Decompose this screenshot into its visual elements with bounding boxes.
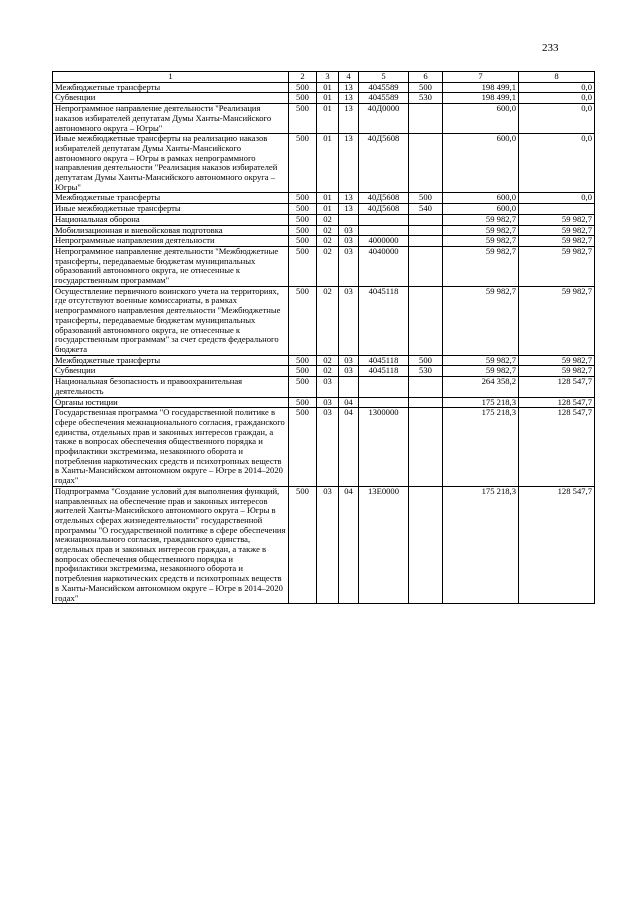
cell-amount-2: 128 547,7 [519, 408, 595, 487]
cell-expense-type: 530 [409, 93, 443, 104]
cell-expense-type [409, 104, 443, 134]
cell-amount-2 [519, 204, 595, 215]
table-row [53, 286, 595, 355]
table-row [53, 355, 595, 366]
table-row [53, 236, 595, 247]
cell-expense-type [409, 236, 443, 247]
cell-section: 02 [317, 286, 339, 355]
cell-amount-1: 198 499,1 [443, 82, 519, 93]
cell-expense-type: 500 [409, 193, 443, 204]
row-name-cell: Иные межбюджетные трансферты на реализацию наказов избирателей депутатам Думы Ханты-Мансийского автономного округа – Югры в рамках непрограммного направления деятельности "Реализация наказов избирателей депутатам Думы Ханты-Мансийского автономного округа – Югры" [53, 134, 289, 193]
cell-code: 500 [289, 366, 317, 377]
cell-code: 500 [289, 93, 317, 104]
cell-amount-1: 175 218,3 [443, 408, 519, 487]
cell-target [359, 225, 409, 236]
cell-amount-2: 0,0 [519, 82, 595, 93]
cell-code: 500 [289, 397, 317, 408]
row-name-cell: Непрограммные направления деятельности [53, 236, 289, 247]
cell-target: 4045589 [359, 82, 409, 93]
table-row [53, 486, 595, 603]
cell-expense-type: 540 [409, 204, 443, 215]
cell-code: 500 [289, 355, 317, 366]
cell-expense-type [409, 214, 443, 225]
cell-amount-1: 59 982,7 [443, 225, 519, 236]
cell-section: 02 [317, 366, 339, 377]
cell-expense-type [409, 377, 443, 397]
cell-amount-2: 59 982,7 [519, 225, 595, 236]
cell-section: 01 [317, 134, 339, 193]
cell-target [359, 397, 409, 408]
cell-section: 01 [317, 204, 339, 215]
cell-subsection [339, 377, 359, 397]
cell-subsection: 13 [339, 134, 359, 193]
column-header: 5 [359, 72, 409, 83]
cell-code: 500 [289, 236, 317, 247]
column-header: 2 [289, 72, 317, 83]
row-name-cell: Субвенции [53, 93, 289, 104]
table-row [53, 93, 595, 104]
table-row [53, 397, 595, 408]
cell-target: 40Д0000 [359, 104, 409, 134]
cell-amount-1: 59 982,7 [443, 246, 519, 286]
cell-amount-1: 600,0 [443, 104, 519, 134]
cell-subsection: 03 [339, 286, 359, 355]
cell-amount-2: 59 982,7 [519, 286, 595, 355]
cell-expense-type [409, 408, 443, 487]
cell-amount-2: 59 982,7 [519, 366, 595, 377]
row-name-cell: Межбюджетные трансферты [53, 193, 289, 204]
cell-target: 40Д5608 [359, 134, 409, 193]
table-row [53, 408, 595, 487]
column-header: 7 [443, 72, 519, 83]
cell-amount-2: 0,0 [519, 134, 595, 193]
cell-subsection: 03 [339, 355, 359, 366]
cell-amount-2: 128 547,7 [519, 377, 595, 397]
cell-amount-1: 175 218,3 [443, 397, 519, 408]
cell-target: 4040000 [359, 246, 409, 286]
table-row [53, 104, 595, 134]
cell-target: 40Д5608 [359, 193, 409, 204]
cell-code: 500 [289, 486, 317, 603]
row-name-cell: Межбюджетные трансферты [53, 355, 289, 366]
table-row [53, 366, 595, 377]
cell-amount-1: 59 982,7 [443, 355, 519, 366]
cell-subsection: 13 [339, 82, 359, 93]
row-name-cell: Органы юстиции [53, 397, 289, 408]
column-header: 3 [317, 72, 339, 83]
cell-subsection: 03 [339, 225, 359, 236]
cell-amount-2: 0,0 [519, 104, 595, 134]
cell-section: 02 [317, 236, 339, 247]
row-name-cell: Национальная безопасность и правоохранительная деятельность [53, 377, 289, 397]
cell-target [359, 214, 409, 225]
table-row [53, 193, 595, 204]
cell-section: 03 [317, 408, 339, 487]
cell-subsection: 13 [339, 204, 359, 215]
cell-amount-1: 175 218,3 [443, 486, 519, 603]
cell-amount-1: 59 982,7 [443, 286, 519, 355]
table-header-row [53, 72, 595, 83]
cell-section: 02 [317, 214, 339, 225]
row-name-cell: Субвенции [53, 366, 289, 377]
cell-amount-1: 264 358,2 [443, 377, 519, 397]
cell-target: 4000000 [359, 236, 409, 247]
cell-section: 03 [317, 377, 339, 397]
cell-subsection: 13 [339, 104, 359, 134]
row-name-cell: Мобилизационная и вневойсковая подготовка [53, 225, 289, 236]
cell-target: 4045118 [359, 355, 409, 366]
cell-expense-type [409, 397, 443, 408]
cell-subsection: 13 [339, 193, 359, 204]
cell-target: 40Д5608 [359, 204, 409, 215]
cell-expense-type [409, 246, 443, 286]
cell-subsection: 13 [339, 93, 359, 104]
cell-amount-1: 198 499,1 [443, 93, 519, 104]
cell-code: 500 [289, 377, 317, 397]
table-row [53, 246, 595, 286]
cell-code: 500 [289, 246, 317, 286]
cell-expense-type: 500 [409, 355, 443, 366]
cell-section: 03 [317, 486, 339, 603]
cell-amount-2: 128 547,7 [519, 486, 595, 603]
cell-target: 1300000 [359, 408, 409, 487]
cell-amount-2: 0,0 [519, 93, 595, 104]
cell-expense-type: 500 [409, 82, 443, 93]
cell-code: 500 [289, 225, 317, 236]
row-name-cell: Осуществление первичного воинского учета на территориях, где отсутствуют военные комиссариаты, в рамках непрограммного направления деятельности "Межбюджетные трансферты, передаваемые бюджетам муниципальных образований автономного округа, не отнесенные к государственным программам" за счет средств федерального бюджета [53, 286, 289, 355]
table-row [53, 204, 595, 215]
page-number: 233 [542, 42, 559, 54]
row-name-cell: Подпрограмма "Создание условий для выполнения функций, направленных на обеспечение прав и законных интересов жителей Ханты-Мансийского автономного округа – Югры в отдельных сферах жизнедеятельности" государственной программы "О государственной политике в сфере обеспечения межнационального согласия, гражданского единства, отдельных прав и законных интересов граждан, а также в вопросах обеспечения общественного порядка и профилактики экстремизма, незаконного оборота и потребления наркотических средств и психотропных веществ в Ханты-Мансийском автономном округе – Югре в 2014–2020 годах" [53, 486, 289, 603]
cell-section: 03 [317, 397, 339, 408]
cell-subsection: 04 [339, 408, 359, 487]
cell-subsection: 04 [339, 486, 359, 603]
cell-amount-1: 59 982,7 [443, 214, 519, 225]
cell-amount-1: 59 982,7 [443, 236, 519, 247]
row-name-cell: Государственная программа "О государственной политике в сфере обеспечения межнационального согласия, гражданского единства, отдельных прав и законных интересов граждан, а также в вопросах обеспечения общественного порядка и профилактики экстремизма, незаконного оборота и потребления наркотических средств и психотропных веществ в Ханты-Мансийском автономном округе – Югре в 2014–2020 годах" [53, 408, 289, 487]
cell-code: 500 [289, 408, 317, 487]
row-name-cell: Непрограммное направление деятельности "Реализация наказов избирателей депутатам Думы Ханты-Мансийского автономного округа – Югры" [53, 104, 289, 134]
row-name-cell: Непрограммное направление деятельности "Межбюджетные трансферты, передаваемые бюджетам муниципальных образований автономного округа, не отнесенные к государственным программам" [53, 246, 289, 286]
cell-code: 500 [289, 82, 317, 93]
cell-target [359, 377, 409, 397]
cell-amount-2: 59 982,7 [519, 236, 595, 247]
cell-code: 500 [289, 193, 317, 204]
cell-target: 13Е0000 [359, 486, 409, 603]
cell-subsection [339, 214, 359, 225]
cell-section: 01 [317, 82, 339, 93]
cell-expense-type [409, 486, 443, 603]
column-header: 8 [519, 72, 595, 83]
row-name-cell: Иные межбюджетные трансферты [53, 204, 289, 215]
cell-subsection: 03 [339, 236, 359, 247]
cell-amount-2: 59 982,7 [519, 246, 595, 286]
cell-subsection: 03 [339, 246, 359, 286]
cell-section: 02 [317, 355, 339, 366]
row-name-cell: Межбюджетные трансферты [53, 82, 289, 93]
cell-amount-1: 600,0 [443, 134, 519, 193]
table-row [53, 377, 595, 397]
table-row [53, 82, 595, 93]
column-header: 6 [409, 72, 443, 83]
cell-code: 500 [289, 134, 317, 193]
cell-code: 500 [289, 214, 317, 225]
cell-code: 500 [289, 204, 317, 215]
cell-target: 4045589 [359, 93, 409, 104]
table-row [53, 225, 595, 236]
cell-expense-type [409, 225, 443, 236]
cell-amount-2: 0,0 [519, 193, 595, 204]
cell-amount-1: 600,0 [443, 193, 519, 204]
column-header: 4 [339, 72, 359, 83]
table-row [53, 134, 595, 193]
cell-section: 01 [317, 104, 339, 134]
cell-expense-type [409, 286, 443, 355]
cell-section: 02 [317, 246, 339, 286]
cell-subsection: 03 [339, 366, 359, 377]
column-header: 1 [53, 72, 289, 83]
cell-section: 01 [317, 193, 339, 204]
cell-section: 01 [317, 93, 339, 104]
cell-expense-type [409, 134, 443, 193]
cell-amount-1: 59 982,7 [443, 366, 519, 377]
cell-target: 4045118 [359, 366, 409, 377]
cell-amount-2: 59 982,7 [519, 214, 595, 225]
cell-code: 500 [289, 286, 317, 355]
budget-table [52, 71, 595, 604]
cell-expense-type: 530 [409, 366, 443, 377]
cell-code: 500 [289, 104, 317, 134]
table-row [53, 214, 595, 225]
cell-subsection: 04 [339, 397, 359, 408]
cell-amount-1: 600,0 [443, 204, 519, 215]
cell-target: 4045118 [359, 286, 409, 355]
row-name-cell: Национальная оборона [53, 214, 289, 225]
cell-amount-2: 128 547,7 [519, 397, 595, 408]
cell-amount-2: 59 982,7 [519, 355, 595, 366]
cell-section: 02 [317, 225, 339, 236]
